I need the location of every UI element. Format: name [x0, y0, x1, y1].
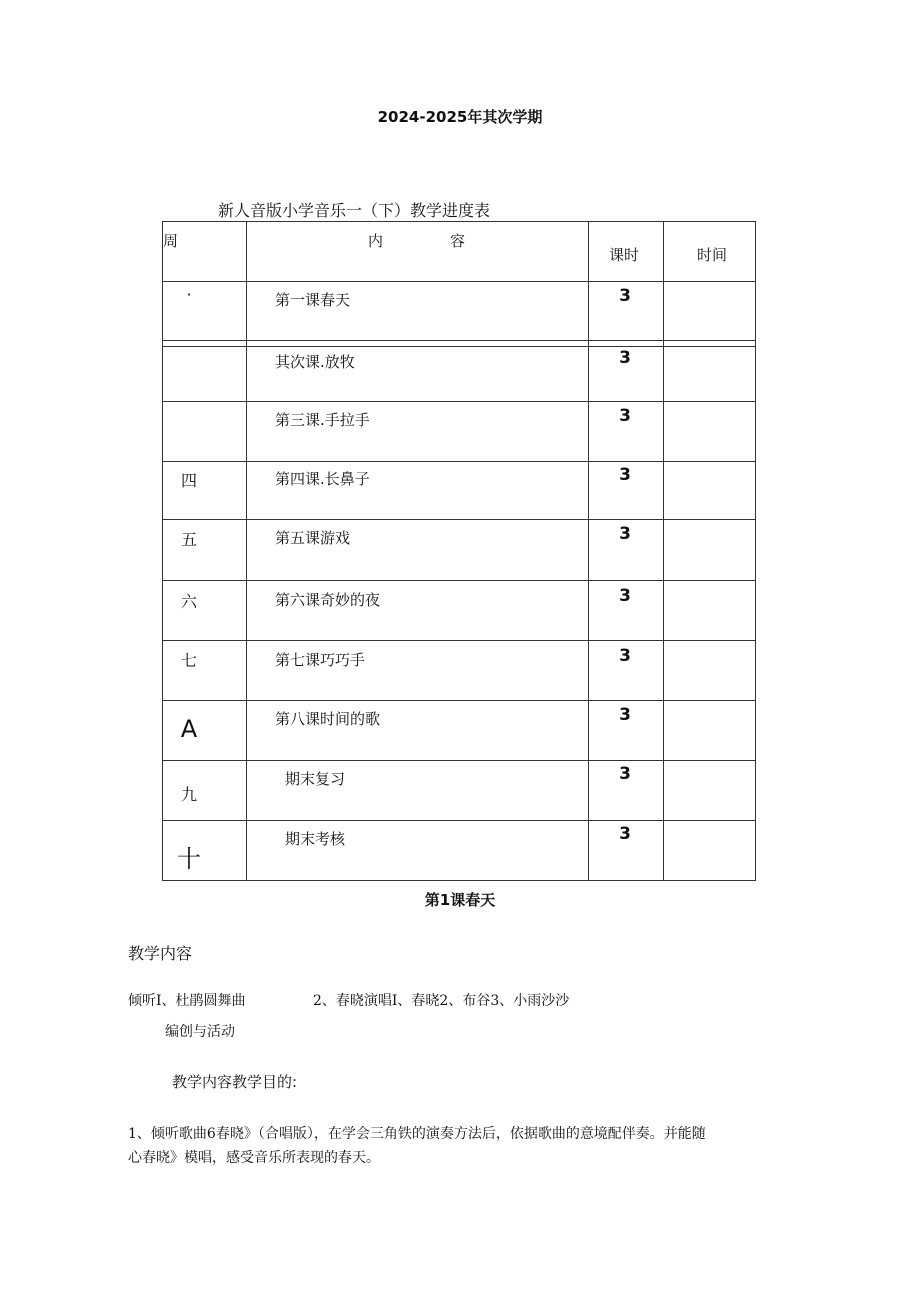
row-divider: [163, 519, 755, 520]
content-cell: 第三课.手拉手: [275, 411, 370, 429]
header-hours: 课时: [609, 246, 640, 264]
row-divider: [163, 346, 755, 347]
hours-cell: 3: [619, 764, 631, 784]
week-cell: 四: [180, 471, 197, 490]
content-cell: 第七课巧巧手: [275, 651, 366, 669]
goal-paragraph-line: 心春晓》模唱，感受音乐所表现的春天。: [128, 1150, 380, 1166]
header-week: 周: [163, 232, 179, 250]
week-cell: 七: [180, 651, 197, 670]
hours-cell: 3: [619, 586, 631, 606]
listening-item: 倾听Ⅰ、杜鹃圆舞曲: [128, 993, 246, 1009]
row-divider: [163, 340, 755, 341]
week-cell: A: [180, 715, 198, 743]
content-cell: 期末考核: [285, 830, 346, 848]
content-cell: 第六课奇妙的夜: [275, 591, 381, 609]
row-divider: [163, 461, 755, 462]
creation-activity: 编创与活动: [165, 1024, 235, 1040]
header-time: 时间: [697, 246, 728, 264]
hours-cell: 3: [619, 286, 631, 306]
hours-cell: 3: [619, 348, 631, 368]
hours-cell: 3: [619, 824, 631, 844]
column-divider: [246, 222, 247, 880]
table-title: 新人音版小学音乐一（下）教学进度表: [218, 201, 491, 220]
goals-label: 教学内容教学目的:: [172, 1073, 298, 1091]
week-cell: ·: [186, 285, 192, 304]
document-title: 2024-2025年其次学期: [377, 108, 543, 126]
hours-cell: 3: [619, 465, 631, 485]
content-cell: 其次课.放牧: [275, 353, 355, 371]
lesson-heading: 第1课春天: [424, 891, 496, 909]
row-divider: [163, 760, 755, 761]
content-cell: 期末复习: [285, 770, 346, 788]
row-divider: [163, 640, 755, 641]
hours-cell: 3: [619, 524, 631, 544]
header-content-left: 内: [368, 232, 384, 250]
header-content-right: 容: [450, 232, 466, 250]
content-cell: 第五课游戏: [275, 529, 351, 547]
column-divider: [663, 222, 664, 880]
row-divider: [163, 281, 755, 282]
hours-cell: 3: [619, 646, 631, 666]
column-divider: [588, 222, 589, 880]
row-divider: [163, 820, 755, 821]
section-label: 教学内容: [128, 944, 193, 963]
hours-cell: 3: [619, 705, 631, 725]
content-cell: 第一课春天: [275, 291, 351, 309]
row-divider: [163, 401, 755, 402]
schedule-table: [162, 221, 756, 881]
week-cell: 六: [180, 592, 197, 611]
hours-cell: 3: [619, 406, 631, 426]
week-cell: 十: [177, 845, 201, 873]
week-cell: 五: [180, 530, 197, 549]
row-divider: [163, 700, 755, 701]
content-cell: 第八课时间的歌: [275, 710, 381, 728]
content-cell: 第四课.长鼻子: [275, 470, 370, 488]
week-cell: 九: [180, 785, 197, 804]
goal-paragraph-line: 1、倾听歌曲6春晓》（合唱版），在学会三角铁的演奏方法后，依据歌曲的意境配伴奏。并能随: [128, 1126, 706, 1142]
row-divider: [163, 580, 755, 581]
singing-items: 2、春晓演唱Ⅰ、春晓2、布谷3、小雨沙沙: [313, 993, 570, 1009]
